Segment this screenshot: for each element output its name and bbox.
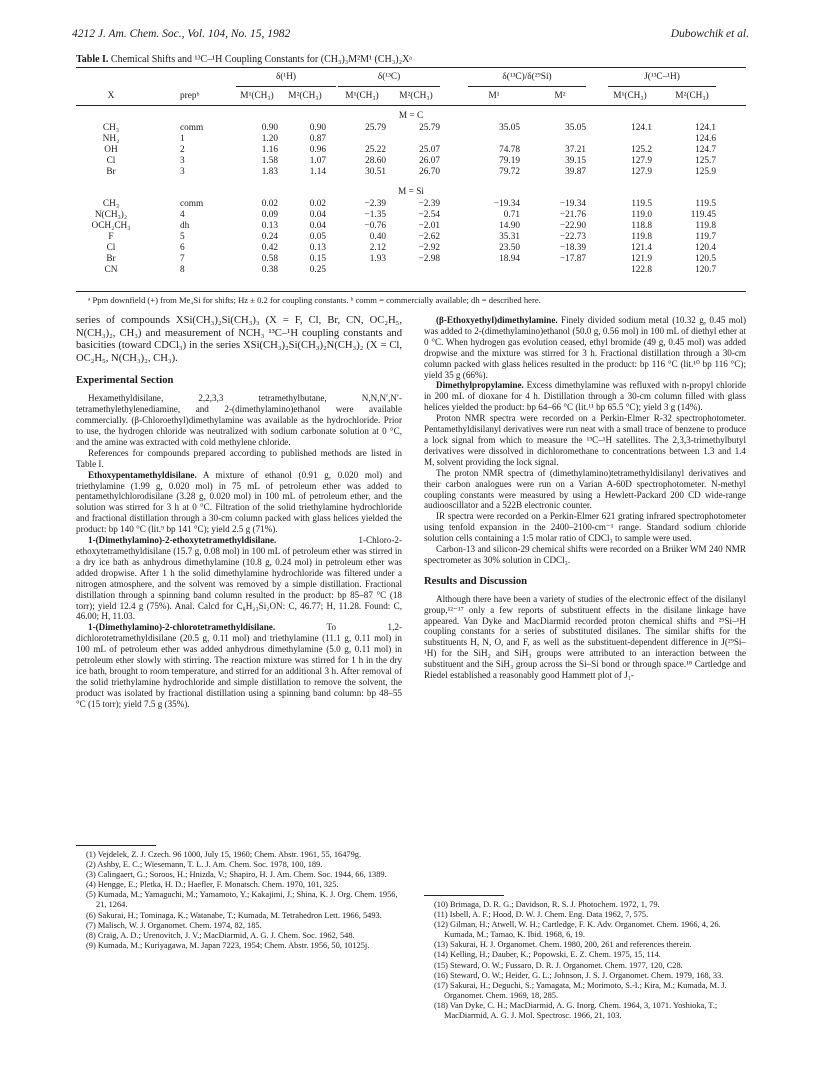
row-substituent: CH₃ [102, 199, 120, 209]
table-cell: 120.5 [695, 254, 716, 264]
references-right [434, 900, 746, 1021]
table-cell: 0.09 [261, 210, 278, 220]
table-cell: 118.8 [631, 221, 652, 231]
table-header-rule [76, 105, 746, 106]
table-cell: 119.7 [695, 232, 716, 242]
procedure-text: Finely divided sodium metal (10.32 g, 0.45 mol) was added to 2-(dimethylamino)ethanol (50.0 g, 0.56 mol) in 100 mL of diethyl ether at 0 °C. When hydrogen gas evolution ceased, ethyl bromide (49 g, 0.45 mol) was added dropwise and the mixture was stirred for 3 h. Fractional distillation through a 30-cm column packed with glass helices resulted in the product: bp 116 °C (lit.¹⁰ bp 116 °C); yield 35 g (66%). [424, 315, 746, 380]
row-substituent: Br [106, 167, 116, 177]
table-cell: 0.71 [503, 210, 520, 220]
table-cell: 119.5 [695, 199, 716, 209]
table-cell: 28.60 [365, 156, 386, 166]
table-cell: 120.7 [695, 265, 716, 275]
column-group-header: J(¹³C–¹H) [644, 72, 680, 82]
table-cell: −2.01 [418, 221, 440, 231]
table-cell: 74.78 [499, 145, 520, 155]
table-cell: 25.79 [419, 123, 440, 133]
table-cell: 39.15 [565, 156, 586, 166]
table-cell: 1.14 [309, 167, 326, 177]
table-cell: 124.1 [631, 123, 652, 133]
table-cell: −2.39 [418, 199, 440, 209]
table-cell: −0.76 [364, 221, 386, 231]
references-divider-right [424, 895, 504, 896]
results-heading: Results and Discussion [424, 575, 528, 587]
procedure-title: (β-Ethoxyethyl)dimethylamine. [436, 315, 558, 325]
row-substituent: OH [104, 145, 118, 155]
paragraph-proton-nmr: Proton NMR spectra were recorded on a Perkin-Elmer R-32 spectrophotometer. Pentamethyldisilanyl derivatives were run neat with a small trace of benzene to produce a lock signal from which to measure the ¹³C–¹H satellites. The 2,3,3-trimethylbutyl derivatives were dissolved in dichloromethane to concentrations between 1.3 and 1.4 M, solvent providing the lock signal. [424, 413, 746, 467]
column-header: M²(CH₃) [675, 91, 709, 101]
procedure-text: A mixture of ethanol (0.91 g, 0.020 mol) and triethylamine (1.99 g, 0.020 mol) in 75 mL of petroleum ether was added to pentamethylchlorodisilane (3.28 g, 0.020 mol) in 100 mL of petroleum ether, and the solution was stirred for 3 h at 0 °C. Filtration of the solid triethylamine hydrochloride and fractional distillation through a 30-cm column packed with glass helices yielded the product: bp 140 °C (lit.⁹ bp 141 °C); yield 2.5 g (71%). [76, 469, 402, 535]
author-running-title: Dubowchik et al. [670, 28, 749, 40]
table-cell: −19.34 [559, 199, 586, 209]
table-title: Chemical Shifts and ¹³C–¹H Coupling Constants for (CH₃)₃M²M¹ (CH₃)₂Xᵃ [110, 54, 413, 65]
table-cell: 122.8 [631, 265, 652, 275]
reference-entry: (16) Steward, O. W.; Heider, G. L.; Johnson, J. S. J. Organomet. Chem. 1979, 168, 33. [434, 970, 724, 980]
group-header-rule [338, 86, 440, 87]
right-column [424, 315, 746, 681]
procedure-title: 1-(Dimethylamino)-2-chlorotetramethyldisilane. [88, 622, 276, 633]
paragraph-dimethylpropylamine [424, 380, 746, 413]
procedure-text: To 1,2-dichlorotetramethyldisilane (20.5 g, 0.11 mol) and triethylamine (11.1 g, 0.11 mol) in 100 mL of petroleum ether was added anhydrous dimethylamine (5.0 g, 0.11 mol) in petroleum ether slowly with stirring. The reaction mixture was stirred for 1 h in the dry ice bath, brought to room temperature, and stirred for an additional 3 h. After removal of the solid triethylamine hydrochloride and simple distillation to remove the solvent, the product was isolated by fractional distillation using a spinning band column: bp 48–55 °C (15 torr); yield 7.5 g (35%). [76, 622, 402, 709]
table-cell: −2.39 [364, 199, 386, 209]
table-cell: 0.04 [309, 210, 326, 220]
table-cell: 0.96 [309, 145, 326, 155]
reference-entry: (10) Brimaga, D. R. G.; Davidson, R. S. J. Photochem. 1972, 1, 79. [434, 900, 660, 909]
column-group-header: δ(¹³C) [377, 72, 401, 82]
paragraph-references: References for compounds prepared according to published methods are listed in Table I. [76, 447, 402, 469]
column-header: M¹ [488, 91, 500, 101]
table-cell: 2.12 [369, 243, 386, 253]
table-cell: 1.07 [309, 156, 326, 166]
reference-entry: (17) Sakurai, H.; Deguchi, S.; Yamagata, M.; Morimoto, S.-I.; Kira, M.; Kumada, M. J. Organomet. Chem. 1969, 18, 285. [434, 980, 727, 1000]
table-cell: 79.72 [499, 167, 520, 177]
table-cell: 0.25 [309, 265, 326, 275]
paragraph-ethoxyethyl-dimethylamine [424, 315, 746, 380]
paragraph-ethoxypentamethyldisilane [76, 470, 402, 535]
row-substituent: N(CH₃)₂ [94, 210, 128, 220]
table-cell: 0.90 [261, 123, 278, 133]
column-header: M² [554, 91, 566, 101]
column-header: prepᵇ [180, 91, 200, 101]
table-cell: 120.4 [695, 243, 716, 253]
table-cell: 3 [180, 167, 185, 177]
table-cell: 7 [180, 254, 185, 264]
reference-entry: (11) Isbell, A. F.; Hood, D. W. J. Chem. Eng. Data 1962, 7, 575. [434, 910, 649, 920]
reference-entry: (1) Vejdelek, Z. J. Czech. 96 1000, July 15, 1960; Chem. Abstr. 1961, 55, 16479g. [86, 850, 362, 859]
group-header-rule [608, 86, 716, 87]
table-cell: 35.05 [565, 123, 586, 133]
references-divider-left [76, 845, 156, 846]
table-cell: 121.4 [631, 243, 652, 253]
table-cell: 30.51 [365, 167, 386, 177]
reference-entry: (3) Calingaert, G.; Soroos, H.; Hnizda, V.; Shapiro, H. J. Am. Chem. Soc. 1944, 66, 1389. [86, 870, 387, 880]
table-cell: 119.8 [631, 232, 652, 242]
table-cell: 1.16 [261, 145, 278, 155]
row-substituent: Br [106, 254, 116, 264]
table-cell: 121.9 [631, 254, 652, 264]
table-cell: 18.94 [499, 254, 520, 264]
table-cell: 1.20 [261, 134, 278, 144]
table-cell: −22.73 [559, 232, 586, 242]
table-cell: 125.2 [631, 145, 652, 155]
table-cell: 23.50 [499, 243, 520, 253]
procedure-text: 1-Chloro-2-ethoxytetramethyldisilane (15.7 g, 0.08 mol) in 100 mL of petroleum ether was stirred in a dry ice bath as anhydrous dimethylamine (10.8 g, 0.24 mol) in petroleum ether was added dropwise. After 1 h the solid dimethylamine hydrochloride was filtered under a nitrogen atmosphere, and the solvent was removed by a simple distillation. Fractional distillation through a spinning band column resulted in the product: bp 85–87 °C (18 torr); yield 12.4 g (75%). Anal. Calcd for C₈H₂₃Si₂ON: C, 46.77; H, 11.28. Found: C, 46.00; H, 11.03. [76, 535, 402, 622]
reference-entry: (15) Steward, O. W.; Fussaro, D. R. J. Organomet. Chem. 1977, 120, C28. [434, 960, 683, 970]
table-cell: 125.9 [695, 167, 716, 177]
table-cell: 119.8 [695, 221, 716, 231]
reference-entry: (13) Sakurai, H. J. Organomet. Chem. 1980, 200, 261 and references therein. [434, 940, 692, 950]
column-group-header: δ(¹³C)/δ(²⁹Si) [502, 72, 552, 82]
table-cell: 25.79 [365, 123, 386, 133]
column-header: M²(CH₃) [288, 91, 322, 101]
table-cell: −18.39 [559, 243, 586, 253]
reference-entry: (7) Malisch, W. J. Organomet. Chem. 1974, 82, 185. [86, 920, 262, 930]
procedure-title: Ethoxypentamethyldisilane. [88, 469, 197, 480]
table-cell: 2 [180, 145, 185, 155]
procedure-title: 1-(Dimethylamino)-2-ethoxytetramethyldisilane. [88, 535, 277, 546]
table-cell: 0.13 [261, 221, 278, 231]
table-cell: 0.24 [261, 232, 278, 242]
column-header: M²(CH₃) [399, 91, 433, 101]
column-group-header: δ(¹H) [275, 72, 297, 82]
table-cell: 6 [180, 243, 185, 253]
reference-entry: (18) Van Dyke, C. H.; MacDiarmid, A. G. Inorg. Chem. 1964, 3, 1071. Yoshioka, T.; MacDiarmid, A. G. J. Mol. Spectrosc. 1966, 21, 103. [434, 1000, 718, 1021]
table-cell: 79.19 [499, 156, 520, 166]
table-cell: 0.58 [261, 254, 278, 264]
table-cell: 0.13 [309, 243, 326, 253]
table-cell: 0.90 [309, 123, 326, 133]
table-cell: 25.22 [365, 145, 386, 155]
table-cell: 14.90 [499, 221, 520, 231]
row-substituent: Cl [106, 156, 116, 166]
reference-entry: (2) Ashby, E. C.; Wiesemann, T. L. J. Am. Chem. Soc. 1978, 100, 189. [86, 860, 323, 870]
table-cell: 35.31 [499, 232, 520, 242]
table-cell: 0.02 [261, 199, 278, 209]
paragraph-varian-nmr: The proton NMR spectra of (dimethylamino)tetramethyldisilanyl derivatives and their carbon analogues were run on a Varian A-60D spectrophotometer. N-methyl coupling constants were measured by using a Hewlett-Packard 200 CD wide-range audiooscillator and a 522B electronic counter. [424, 467, 746, 511]
running-head [72, 28, 749, 44]
table-cell: −21.76 [559, 210, 586, 220]
table-cell: 1 [180, 134, 185, 144]
left-column [76, 315, 402, 710]
table-cell: 124.7 [695, 145, 716, 155]
table-cell: comm [180, 199, 204, 209]
procedure-text: Excess dimethylamine was refluxed with n-propyl chloride in 200 mL of dioxane for 4 h. Distillation through a 30-cm column filled with glass helices yielded the product: bp 64–66 °C (lit.¹¹ bp 65.5 °C); yield 3 g (14%). [424, 380, 746, 413]
table-cell: 37.21 [565, 145, 586, 155]
table-cell: 124.1 [695, 123, 716, 133]
table-cell: 26.70 [419, 167, 440, 177]
table-cell: 8 [180, 265, 185, 275]
table-cell: 119.5 [631, 199, 652, 209]
reference-entry: (6) Sakurai, H.; Tominaga, K.; Watanabe, T.; Kumada, M. Tetrahedron Lett. 1966, 5493. [86, 910, 382, 920]
column-header: M¹(CH₃) [345, 91, 379, 101]
table-cell: 119.0 [631, 210, 652, 220]
table-cell: 1.83 [261, 167, 278, 177]
paragraph-dimethylamino-chloro [76, 622, 402, 709]
column-header: X [107, 91, 115, 101]
procedure-title: Dimethylpropylamine. [436, 380, 524, 391]
table-caption [76, 54, 412, 65]
column-header: M¹(CH₃) [240, 91, 274, 101]
table-cell: 26.07 [419, 156, 440, 166]
references-left [86, 850, 402, 951]
table-bottom-rule [76, 291, 746, 292]
table-cell: 1.58 [261, 156, 278, 166]
paragraph-materials: Hexamethyldisilane, 2,2,3,3 tetramethylbutane, N,N,N′,N′-tetramethylethylenediamine, and 2-(dimethylamino)ethanol were available commercially. (β-Chloroethyl)dimethylamine was available as the hydrochloride. Prior to use, the hydrogen chloride was neutralized with sodium carbonate solution at 0 °C, and the amine was extracted with cold methylene chloride. [76, 393, 402, 447]
group-header-rule [468, 86, 586, 87]
table-cell: −2.98 [418, 254, 440, 264]
table-cell: 0.02 [309, 199, 326, 209]
table-cell: 124.6 [695, 134, 716, 144]
reference-entry: (9) Kumada, M.; Kuriyagawa, M. Japan 7223, 1954; Chem. Abstr. 1956, 50, 10125j. [86, 940, 370, 950]
table-cell: 0.42 [261, 243, 278, 253]
table-cell: 35.05 [499, 123, 520, 133]
table-section-label: M = C [398, 111, 424, 121]
table-label: Table I. [76, 54, 109, 65]
table-cell: dh [180, 221, 190, 231]
table-cell: 1.93 [369, 254, 386, 264]
group-header-rule [236, 86, 336, 87]
paragraph-ir-spectra: IR spectra were recorded on a Perkin-Elmer 621 grating infrared spectrophotometer using tenfold expansion in the 2400–2100-cm⁻¹ range. Standard sodium chloride solution cells containing a 1:5 molar ratio of CDCl₃ to sample were used. [424, 511, 746, 544]
experimental-heading: Experimental Section [76, 375, 174, 387]
table-cell: 39.87 [565, 167, 586, 177]
reference-entry: (8) Craig, A. D.; Urenovitch, J. V.; MacDiarmid, A. G. J. Chem. Soc. 1962, 548. [86, 930, 355, 940]
table-cell: comm [180, 123, 204, 133]
row-substituent: Cl [106, 243, 116, 253]
table-cell: −19.34 [493, 199, 520, 209]
reference-entry: (14) Kelling, H.; Dauber, K.; Popowski, E. Z. Chem. 1975, 15, 114. [434, 950, 661, 960]
row-substituent: CN [104, 265, 118, 275]
table-cell: −2.62 [418, 232, 440, 242]
paragraph-c13-si29: Carbon-13 and silicon-29 chemical shifts were recorded on a Brüker WM 240 NMR spectrometer as 30% solution in CDCl₃. [424, 544, 746, 565]
intro-paragraph: series of compounds XSi(CH₃)₂Si(CH₃)₃ (X = F, Cl, Br, CN, OC₂H₅, N(CH₃)₂, CH₃) and measurement of NCH₃ ¹³C–¹H coupling constants and basicities (toward CDCl₃) in the series XSi(CH₃)₂Si(CH₃)₂N(CH₃)₂ (X = Cl, OC₂H₅, N(CH₃)₂, CH₃). [76, 315, 402, 364]
table-cell: 127.9 [631, 156, 652, 166]
table-cell: 4 [180, 210, 185, 220]
table-cell: −22.90 [559, 221, 586, 231]
table-cell: 0.04 [309, 221, 326, 231]
table-top-rule [76, 67, 746, 68]
column-header: M¹(CH₃) [613, 91, 647, 101]
table-cell: 3 [180, 156, 185, 166]
table-section-label: M = Si [398, 187, 424, 197]
row-substituent: CH₃ [102, 123, 120, 133]
table-cell: 119.45 [690, 210, 716, 220]
reference-entry: (5) Kumada, M.; Yamaguchi, M.; Yamamoto, Y.; Kakajimi, J.; Shina, K. J. Org. Chem. 1956, 21, 1264. [86, 890, 398, 910]
reference-entry: (12) Gilman, H.; Atwell, W. H.; Cartledge, F. K. Adv. Organomet. Chem. 1966, 4, 26. Kumada, M.; Tamao, K. Ibid. 1968, 6, 19. [434, 920, 721, 940]
table-cell: −17.87 [559, 254, 586, 264]
row-substituent: F [108, 232, 114, 242]
table-cell: 5 [180, 232, 185, 242]
table-cell: −2.54 [418, 210, 440, 220]
row-substituent: OCH₂CH₃ [91, 221, 131, 231]
table-cell: 25.07 [419, 145, 440, 155]
reference-entry: (4) Hengge, E.; Pletka, H. D.; Haefler, F. Monatsch. Chem. 1970, 101, 325. [86, 880, 339, 890]
table-cell: −2.92 [418, 243, 440, 253]
paragraph-dimethylamino-ethoxy [76, 535, 402, 622]
table-cell: 0.15 [309, 254, 326, 264]
table-cell: −1.35 [364, 210, 386, 220]
table-cell: 0.87 [309, 134, 326, 144]
table-cell: 0.05 [309, 232, 326, 242]
table-cell: 125.7 [695, 156, 716, 166]
row-substituent: NH₂ [102, 134, 120, 144]
table-cell: 0.38 [261, 265, 278, 275]
journal-citation: 4212 J. Am. Chem. Soc., Vol. 104, No. 15, 1982 [72, 28, 291, 40]
paragraph-results: Although there have been a variety of studies of the electronic effect of the disilanyl group,¹²⁻¹⁷ only a few reports of substituent effects in the disilane linkage have appeared. Van Dyke and MacDiarmid recorded proton chemical shifts and ²⁹Si–¹H coupling constants for a series of substituted disilanes. The similar shifts for the substituents H, N, O, and F, as well as the substituent-dependent difference in J(²⁹Si–¹H) for the SiH₂ and SiH₃ groups were attributed to an interaction between the substituent and the SiH₃ group across the Si–Si bond or through space.¹⁸ Cartledge and Riedel established a reasonably good Hammett plot of J₁- [424, 593, 746, 681]
table-cell: 0.40 [369, 232, 386, 242]
table-cell: 127.9 [631, 167, 652, 177]
table-footnote: ᵃ Ppm downfield (+) from Me₄Si for shifts; Hz ± 0.2 for coupling constants. ᵇ comm = commercially available; dh = described here. [88, 295, 541, 305]
